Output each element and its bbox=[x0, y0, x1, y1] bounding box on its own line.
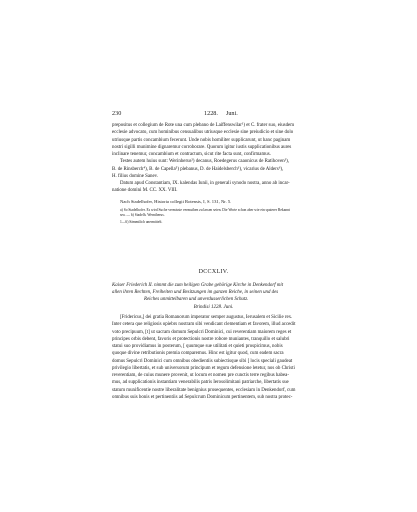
summary-line: Reiches unmittelbaren und unverdusserlichen Schutz. bbox=[144, 297, 249, 303]
text-line: principes orbis debent, favoris et protectionis nostre robore muniantes, tranquillo et salubri bbox=[112, 336, 290, 342]
text-line: mus, ad supplicationis instantiam venerabilis patris Ierosolimitani patriarche, libertatis sue bbox=[112, 380, 289, 386]
header-date bbox=[204, 108, 246, 119]
page-number: 230 bbox=[112, 110, 122, 117]
document-number: DCCXLIV. bbox=[198, 268, 229, 275]
text-line: statui suo providiamus in posterum, [ quumque sue utilitati et quieti prospicimus, nobis bbox=[112, 344, 283, 350]
text-line: Inter cetera que religiosis opiebrs nostram sibi vendicant clementiam et favorem, illud accedit bbox=[112, 322, 296, 328]
text-line: Testes autem huius sunt: Werinherus²) decanus, Roedegerus caaonicus de Ratihoven³), bbox=[120, 159, 290, 165]
source-citation: Nach Stadelhofer, Historia collegii Rotensis, I, S. 131, Nr. 5. bbox=[120, 198, 232, 204]
text-line: Datum apud Constantiam, IX. kalendas Iunii, in generali synodo nostra, anno ab incar- bbox=[120, 181, 290, 186]
text-line: prepositus et collegium de Rote una cum plebano de Laiffenswilar¹) et C. frater suo, eiusdem bbox=[112, 123, 295, 128]
text-line: [Fridericus,] dei gratia Romanorum imperator semper augustus, Ierusalem et Sicilie rex. bbox=[120, 315, 293, 321]
text-line: reverentiam, de cuius munere provenit, ut locum et nomen pre cunctis terre regibus habea- bbox=[112, 373, 289, 379]
footnote: 1—6) Sämmtlich unermittelt. bbox=[120, 220, 163, 225]
text-line: privilegio libertatis, et sub universorum principum et regum defensione letetur, nos ob Christi bbox=[112, 365, 295, 371]
text-line: omnibus suis bonis et pertinentiis ad Sepulcrum Dominicum pertinentem, sub nostra protec- bbox=[112, 394, 293, 400]
summary-line: allen ihren Rechten, Freiheiten und Besitzungen im ganzen Reiche, in seinen und des bbox=[112, 289, 279, 295]
regest-summary bbox=[112, 282, 315, 303]
text-line: voto precipuum, [t] ut sacram domum Sepulcri Dominici, cui reverentiam maiorem reges et bbox=[112, 329, 292, 335]
text-line: B. de Rinsberch⁴), B. de Capella⁵) plebanus, D. de Haidelsberch⁶), vicarius de Alders⁶), bbox=[112, 166, 284, 172]
text-line: quoque divine retributionis premia comparemus. Hinc est igitur quod, cum eadem sacra bbox=[112, 351, 284, 357]
page-content bbox=[112, 108, 315, 401]
note-line: a) So Stadelhofer. Es wird Suche vermisste vermuthen zu lassen seien. Die Worte schon aber wie ein spaterer Bekannt bbox=[120, 207, 290, 212]
running-header bbox=[112, 108, 315, 119]
text-line: statum munificentie nostre liberalitate benignius prosequentes, ecclesiam in Denkendorf, cum bbox=[112, 387, 296, 393]
text-line: utriusque partis concambium fecerunt. Unde nobis homiliter supplicarunt, ut hanc paginam bbox=[112, 137, 291, 143]
header-year: 1228. bbox=[204, 110, 218, 117]
critical-apparatus bbox=[112, 208, 315, 220]
text-line: inclinare tenemur, concambium et contractum, sicut rite facta sunt, confirmamus. bbox=[112, 152, 271, 157]
summary-line: Kaiser Friederich II. nimmt die zum heiligen Grabe gehörige Kirche in Denkendorf mit bbox=[112, 282, 284, 288]
place-date-line: Brindisi 1228. Juni. bbox=[193, 305, 234, 311]
header-month: Juni. bbox=[225, 110, 238, 117]
text-line: ecclesie advocato, cum hominibus censualibus utriusque ecclesie sine preiudicio et sine dolo bbox=[112, 130, 294, 136]
text-line: nostri sigilli munimine dignaremur corroborare. Quorum igitur iustis supplicationibus aures bbox=[112, 144, 292, 150]
note-line: sea. — b) Stadelh. Werniherus. bbox=[120, 213, 165, 218]
text-line: natione domini M. CC. XX. VIII. bbox=[112, 188, 178, 194]
text-line: domus Sepulcri Dominici cum omnibus obedientiis subiectisque sibi [ locis speciali gaudeat bbox=[112, 358, 293, 364]
charter-body bbox=[112, 314, 315, 401]
text-line: H. filius domine Sanev. bbox=[112, 173, 159, 179]
charter-text-continuation bbox=[112, 122, 315, 195]
